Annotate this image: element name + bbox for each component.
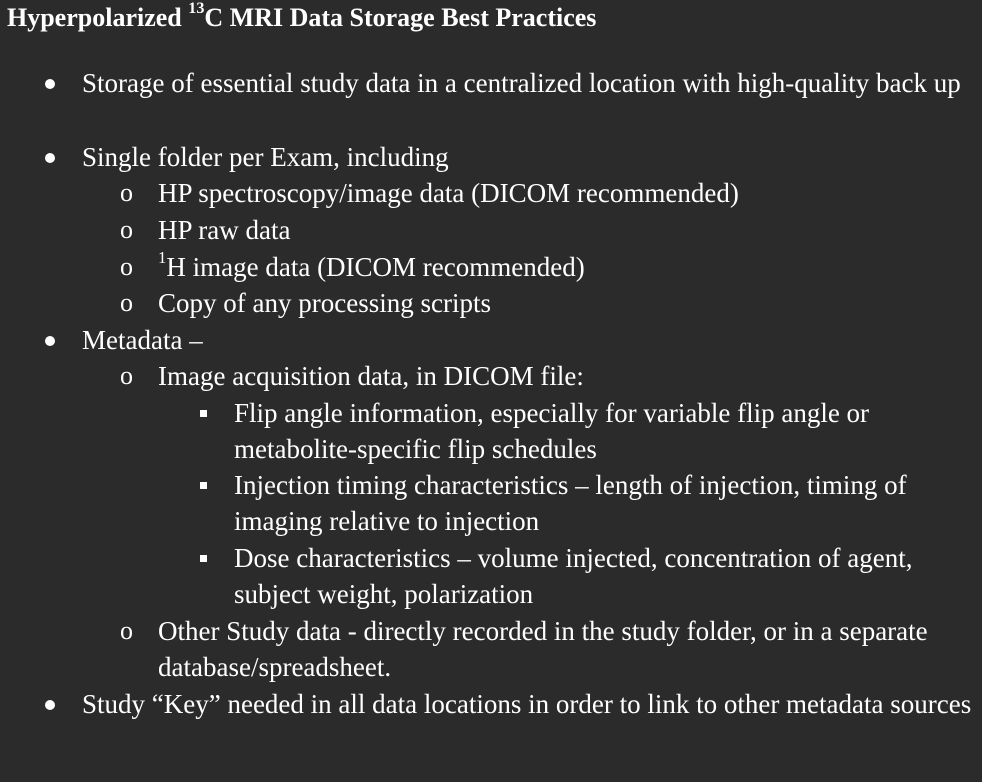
list-item-text: Image acquisition data, in DICOM file: — [158, 361, 584, 391]
list-item — [82, 139, 962, 175]
list-item-text: Single folder per Exam, including — [82, 142, 449, 172]
list-item-text: Dose characteristics – volume injected, concentration of agent, subject weight, polarization — [234, 543, 913, 609]
circle-bullet-icon: o — [120, 361, 133, 390]
title-rest: C MRI Data Storage Best Practices — [204, 3, 597, 32]
list-item — [234, 467, 979, 539]
square-bullet-icon — [200, 410, 207, 417]
list-item-text — [158, 249, 958, 285]
list-item — [82, 322, 962, 358]
list-item — [82, 65, 962, 101]
list-item — [82, 686, 972, 722]
list-item-text: Flip angle information, especially for variable flip angle or metabolite-specific flip schedules — [234, 398, 870, 464]
circle-bullet-icon: o — [120, 252, 133, 281]
list-item — [120, 175, 958, 211]
bullet-icon — [45, 700, 55, 710]
square-bullet-icon — [200, 555, 207, 562]
list-item-text: Injection timing characteristics – length of injection, timing of imaging relative to injection — [234, 470, 907, 536]
list-item-text: HP spectroscopy/image data (DICOM recommended) — [158, 178, 739, 208]
list-item — [120, 358, 958, 394]
bullet-icon — [45, 153, 55, 163]
circle-bullet-icon: o — [120, 215, 133, 244]
list-item — [234, 540, 982, 612]
title-superscript: 13 — [188, 0, 205, 18]
list-item-text: Study “Key” needed in all data locations in order to link to other metadata sources — [82, 689, 972, 719]
list-item-text: Copy of any processing scripts — [158, 288, 491, 318]
list-item — [120, 613, 948, 685]
title-main: Hyperpolarized — [7, 3, 189, 32]
list-item — [120, 212, 958, 248]
page-title — [7, 2, 596, 34]
circle-bullet-icon: o — [120, 616, 133, 645]
circle-bullet-icon: o — [120, 288, 133, 317]
list-item-text: Metadata – — [82, 325, 203, 355]
list-item — [120, 247, 958, 285]
list-item-text: Storage of essential study data in a centralized location with high-quality back up — [82, 68, 961, 98]
square-bullet-icon — [200, 482, 207, 489]
list-item-text: HP raw data — [158, 215, 291, 245]
bullet-icon — [45, 79, 55, 89]
h1-superscript: 1 — [158, 247, 167, 267]
list-item — [120, 285, 958, 321]
circle-bullet-icon: o — [120, 178, 133, 207]
bullet-icon — [45, 336, 55, 346]
list-item-text: Other Study data - directly recorded in the study folder, or in a separate database/spreadsheet. — [158, 616, 928, 682]
list-item — [234, 395, 974, 467]
h1-text: H image data (DICOM recommended) — [166, 252, 585, 282]
